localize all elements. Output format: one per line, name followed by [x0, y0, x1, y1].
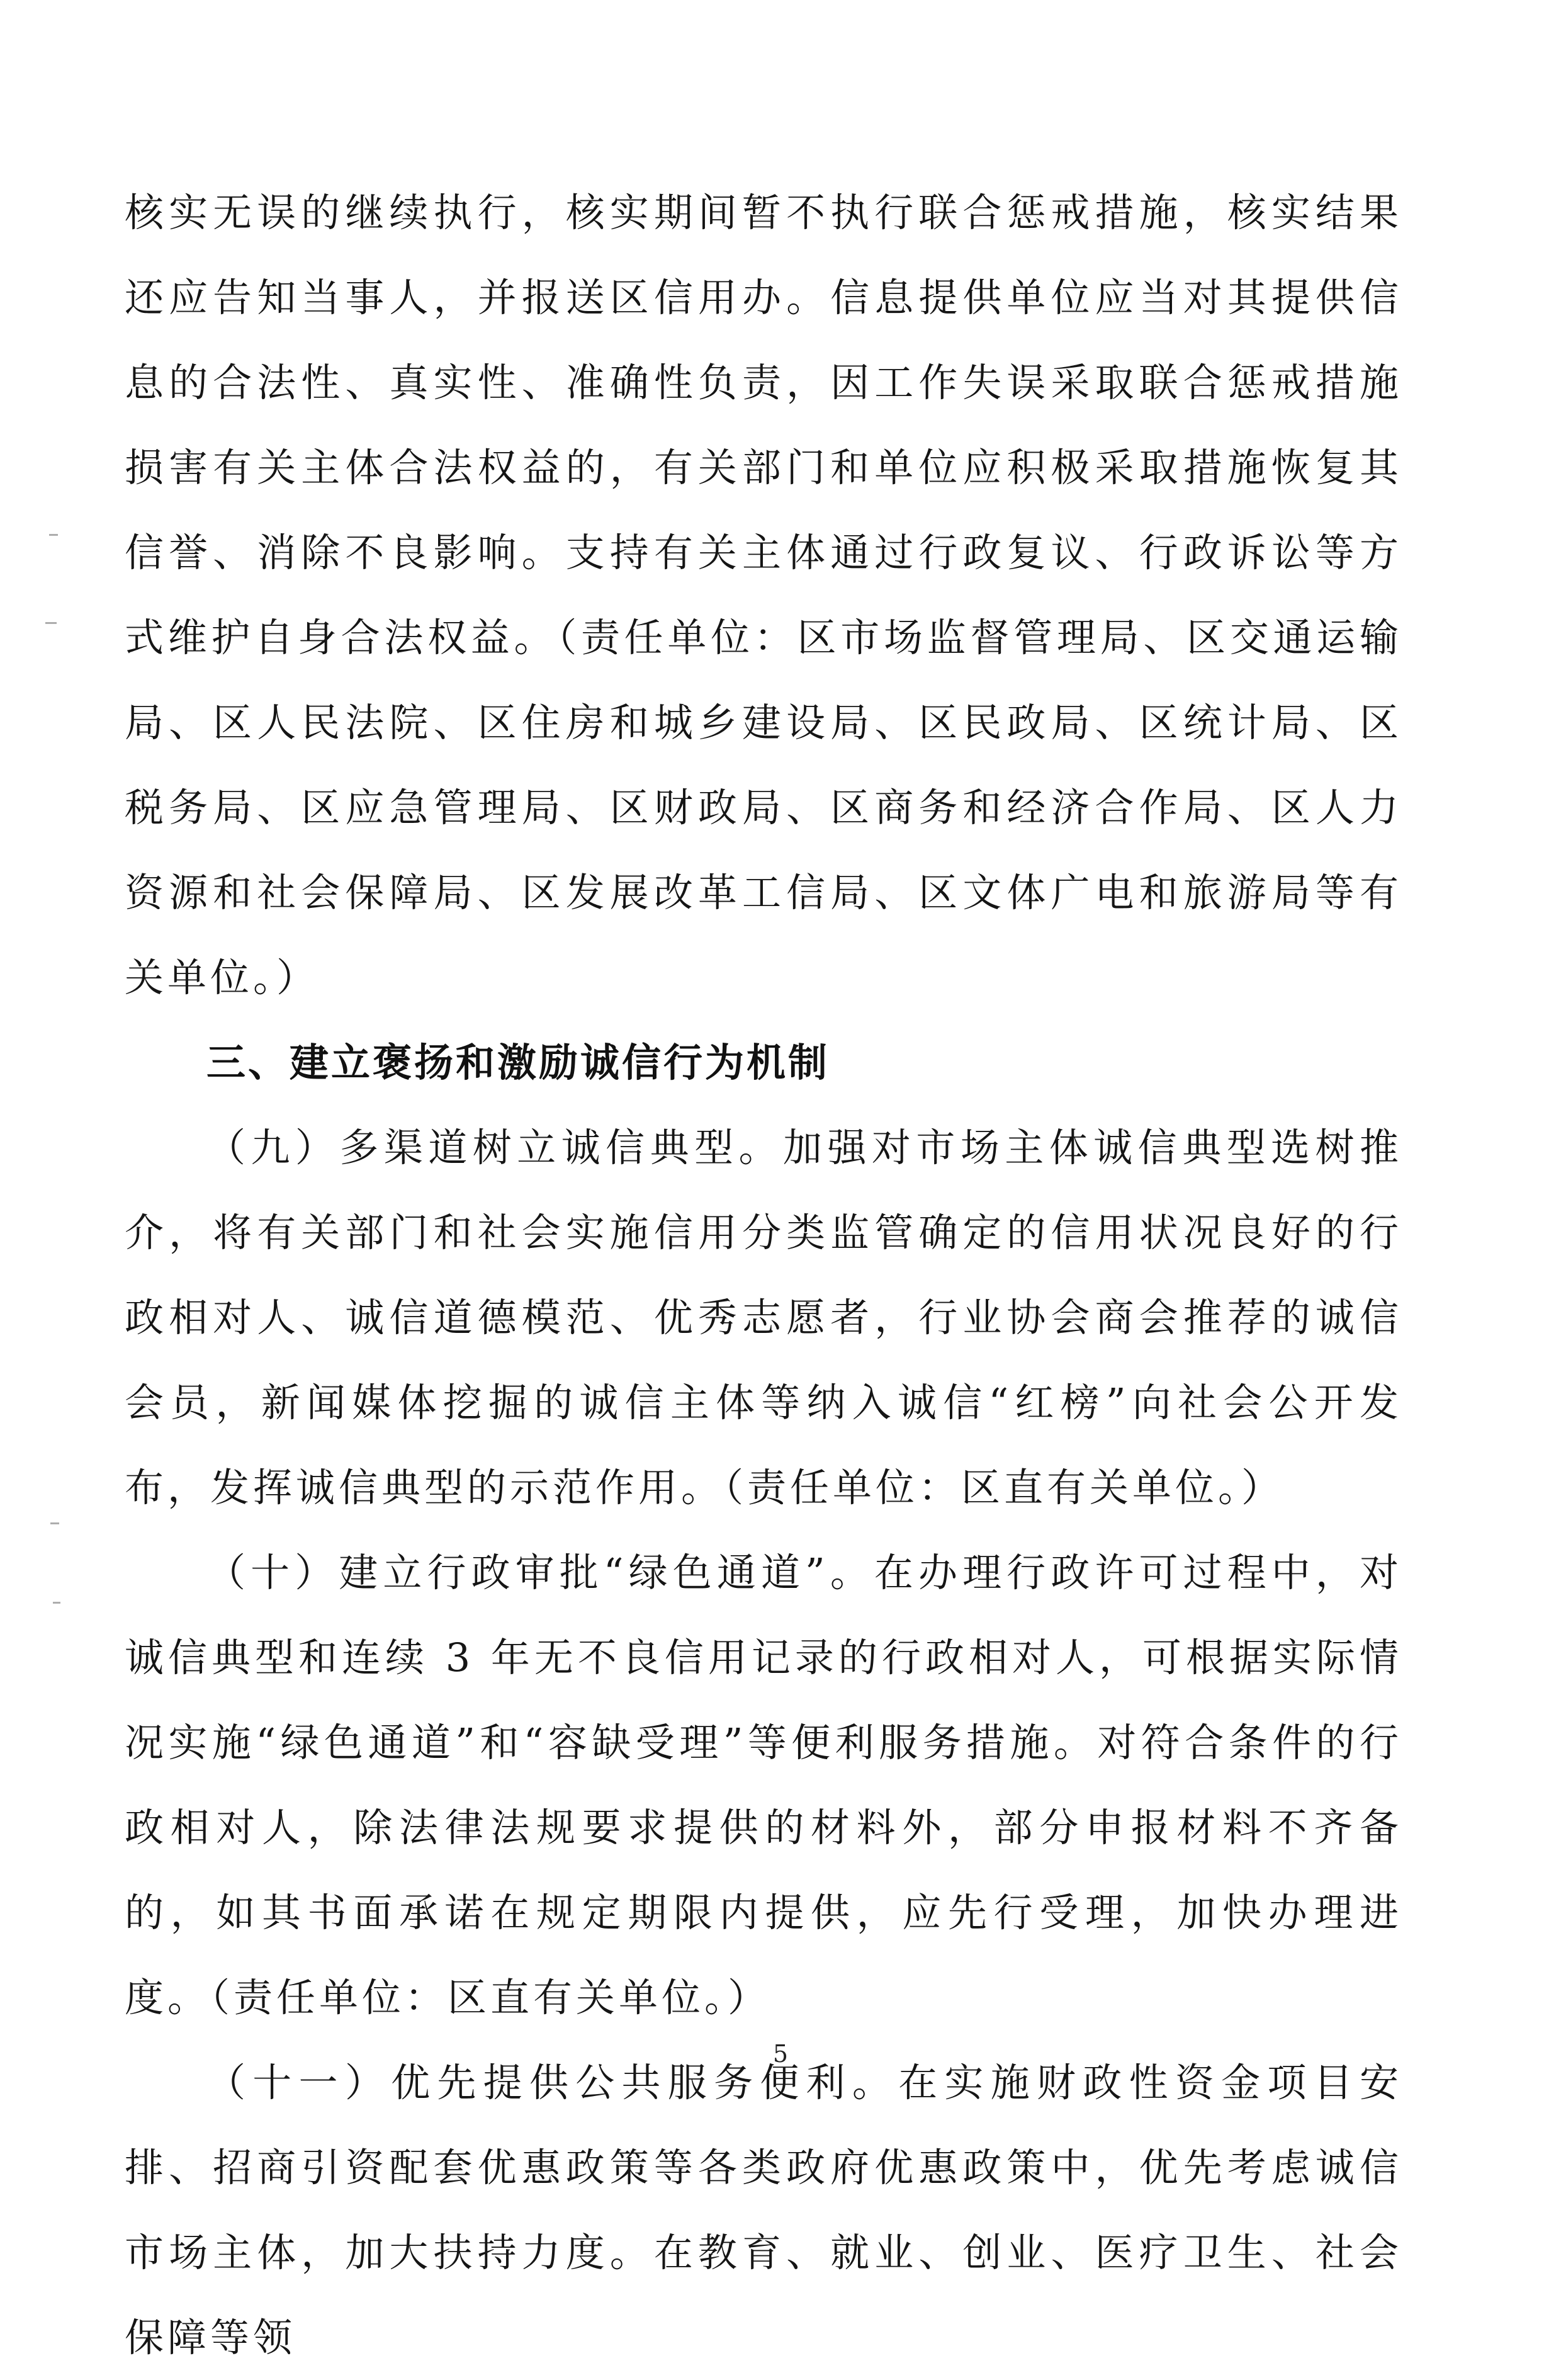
paragraph-item-ten: （十）建立行政审批“绿色通道”。在办理行政许可过程中，对诚信典型和连续 3 年无不良信用记录的行政相对人，可根据实际情况实施“绿色通道”和“容缺受理”等便利服务措施。对符合条件的行政相对人，除法律法规要求提供的材料外，部分申报材料不齐备的，如其书面承诺在规定期限内提供，应先行受理，加快办理进度。（责任单位：区直有关单位。）	[125, 1550, 1402, 2020]
paragraph-continuation: 核实无误的继续执行，核实期间暂不执行联合惩戒措施，核实结果还应告知当事人，并报送区信用办。信息提供单位应当对其提供信息的合法性、真实性、准确性负责，因工作失误采取联合惩戒措施损害有关主体合法权益的，有关部门和单位应积极采取措施恢复其信誉、消除不良影响。支持有关主体通过行政复议、行政诉讼等方式维护自身合法权益。（责任单位：区市场监督管理局、区交通运输局、区人民法院、区住房和城乡建设局、区民政局、区统计局、区税务局、区应急管理局、区财政局、区商务和经济合作局、区人力资源和社会保障局、区发展改革工信局、区文体广电和旅游局等有关单位。）	[125, 190, 1402, 1000]
scan-mark	[50, 1522, 59, 1524]
page-number: 5	[772, 2040, 789, 2068]
paragraph-item-nine: （九）多渠道树立诚信典型。加强对市场主体诚信典型选树推介，将有关部门和社会实施信用分类监管确定的信用状况良好的行政相对人、诚信道德模范、优秀志愿者，行业协会商会推荐的诚信会员，新闻媒体挖掘的诚信主体等纳入诚信“红榜”向社会公开发布，发挥诚信典型的示范作用。（责任单位：区直有关单位。）	[125, 1125, 1402, 1510]
scan-mark	[49, 534, 58, 536]
scan-mark	[53, 1602, 60, 1604]
scan-mark	[45, 622, 57, 624]
section-heading-three: 三、建立褒扬和激励诚信行为机制	[206, 1040, 830, 1085]
paragraph-item-eleven: （十一）优先提供公共服务便利。在实施财政性资金项目安排、招商引资配套优惠政策等各类政府优惠政策中，优先考虑诚信市场主体，加大扶持力度。在教育、就业、创业、医疗卫生、社会保障等领	[125, 2060, 1402, 2360]
